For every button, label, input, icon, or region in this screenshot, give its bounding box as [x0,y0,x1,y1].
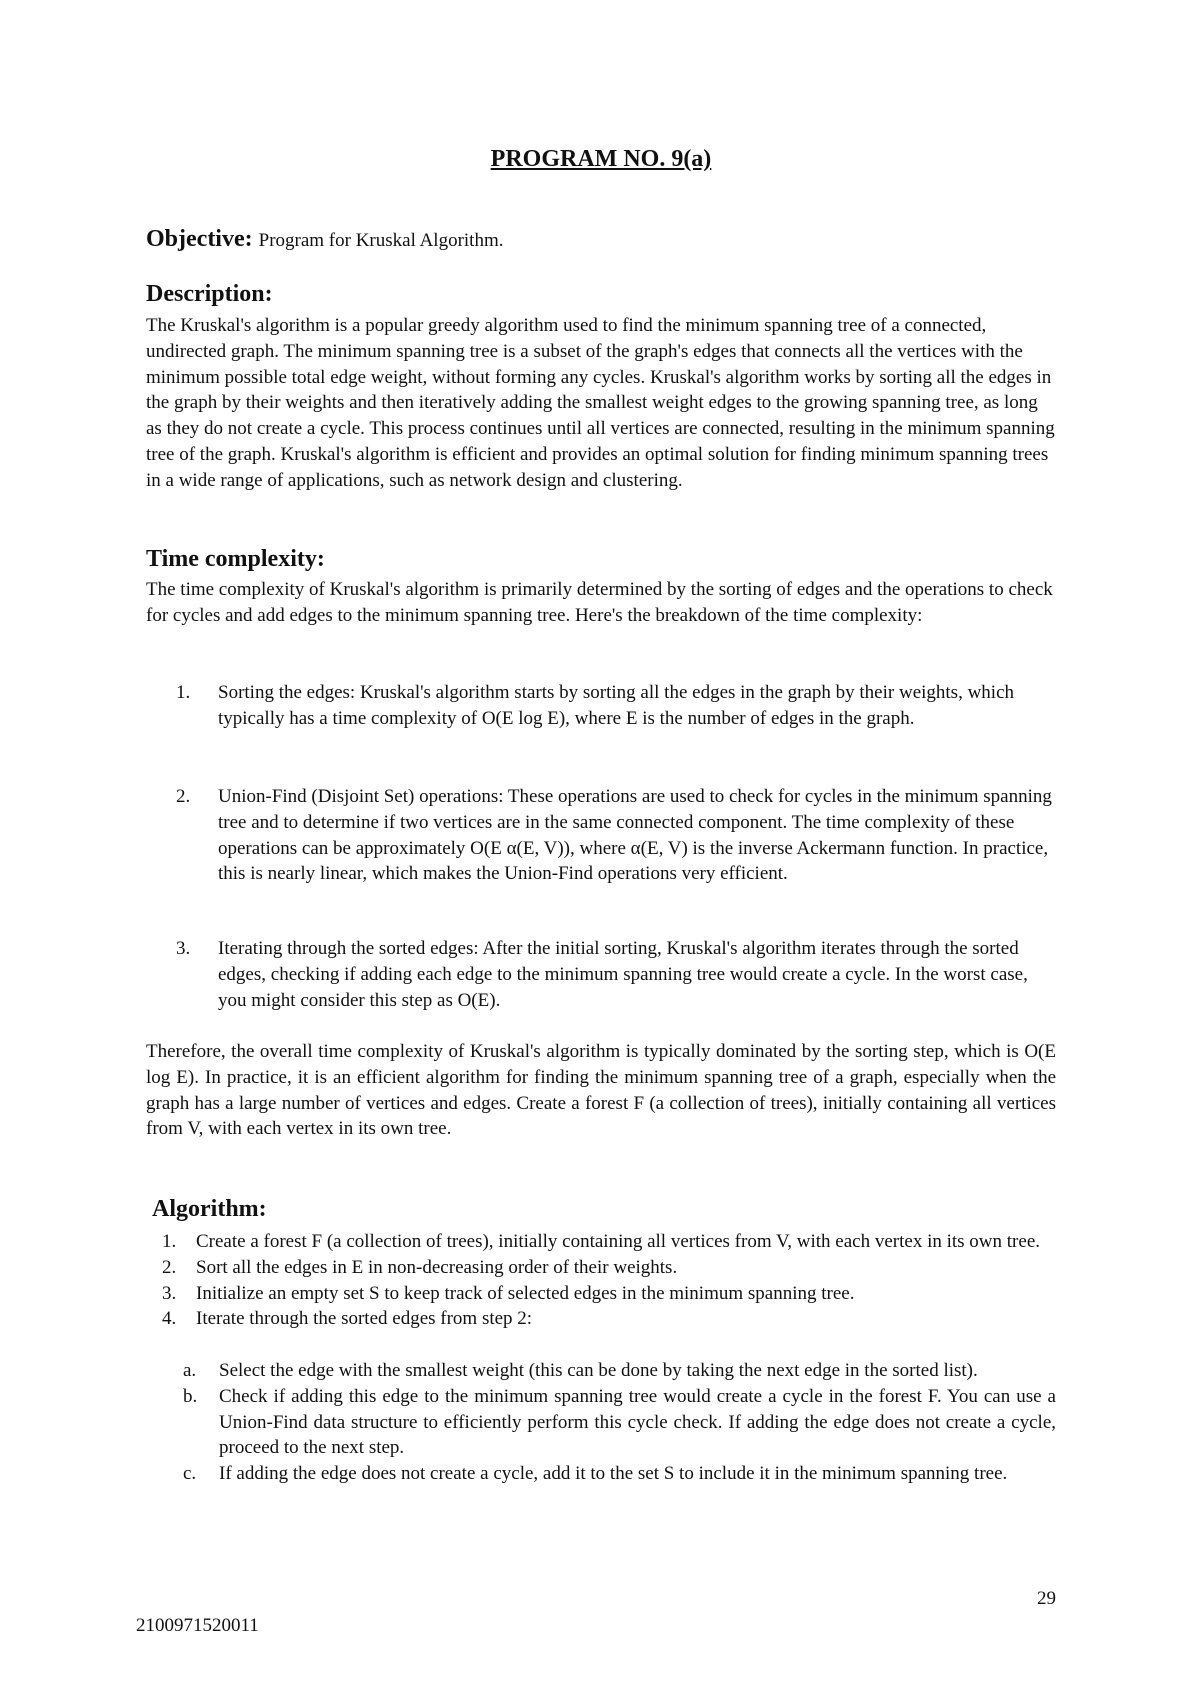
list-marker: 3. [162,1282,177,1304]
list-item-text: Select the edge with the smallest weight (this can be done by taking the next edge in the sorted list). [219,1360,978,1381]
list-item-text: Check if adding this edge to the minimum spanning tree would create a cycle in the forest F. You can use a Union-Find data structure to efficiently perform this cycle check. If adding the edge does not create a cycle, proceed to the next step. [219,1385,1056,1459]
list-marker: 4. [162,1308,177,1330]
roll-number: 2100971520011 [136,1615,259,1636]
list-item [162,1281,1056,1307]
objective-text: Program for Kruskal Algorithm. [258,230,504,251]
list-item [176,936,1056,1013]
page-number: 29 [1037,1588,1056,1609]
list-marker: 2. [176,786,191,807]
time-complexity-summary: Therefore, the overall time complexity of Kruskal's algorithm is typically dominated by the sorting step, which is O(E log E). In practice, it is an efficient algorithm for finding the minimum spanning tree of a graph, especially when the graph has a large number of vertices and edges. Create a forest F (a collection of trees), initially containing all vertices from V, with each vertex in its own tree. [146,1041,1056,1140]
algorithm-steps [162,1229,1056,1332]
list-item-text: Iterate through the sorted edges from step 2: [196,1308,533,1330]
list-item [183,1358,1056,1384]
complexity-list-item-1 [176,680,1056,732]
description-heading: Description: [146,281,273,307]
time-complexity-intro: The time complexity of Kruskal's algorithm is primarily determined by the sorting of edges and the operations to check for cycles and add edges to the minimum spanning tree. Here's the breakdown of the time complexity: [146,579,1053,626]
list-item [176,680,1056,732]
objective-label: Objective: [146,226,253,252]
complexity-list-item-3 [176,936,1056,1013]
list-item [162,1255,1056,1281]
list-item [183,1384,1056,1461]
list-marker: 3. [176,938,191,959]
list-marker: b. [183,1385,198,1407]
list-marker: 2. [162,1256,177,1278]
algorithm-heading: Algorithm: [152,1196,267,1222]
algorithm-substeps [183,1358,1056,1487]
list-item-text: Sort all the edges in E in non-decreasing order of their weights. [196,1256,678,1278]
list-item [183,1461,1056,1487]
description-paragraph: The Kruskal's algorithm is a popular greedy algorithm used to find the minimum spanning tree of a connected, undirected graph. The minimum spanning tree is a subset of the graph's edges that connects all the vertices with the minimum possible total edge weight, without forming any cycles. Kruskal's algorithm works by sorting all the edges in the graph by their weights and then iteratively adding the smallest weight edges to the growing spanning tree, as long as they do not create a cycle. This process continues until all vertices are connected, resulting in the minimum spanning tree of the graph. Kruskal's algorithm is efficient and provides an optimal solution for finding minimum spanning trees in a wide range of applications, such as network design and clustering. [146,315,1055,491]
time-complexity-heading: Time complexity: [146,546,325,572]
list-item [176,784,1056,887]
list-marker: 1. [162,1231,177,1252]
objective-line [146,226,503,253]
list-marker: c. [183,1463,197,1485]
list-marker: 1. [176,682,191,703]
list-item-text: Sorting the edges: Kruskal's algorithm starts by sorting all the edges in the graph by their weights, which typically has a time complexity of O(E log E), where E is the number of edges in the graph. [218,682,1015,729]
page-title: PROGRAM NO. 9(a) [490,146,712,172]
list-item-text: Iterating through the sorted edges: After the initial sorting, Kruskal's algorithm iterates through the sorted edges, checking if adding each edge to the minimum spanning tree would create a cycle. In the worst case, you might consider this step as O(E). [218,938,1028,1011]
list-item [162,1229,1056,1255]
list-item-text: If adding the edge does not create a cycle, add it to the set S to include it in the minimum spanning tree. [219,1463,1008,1485]
list-item-text: Initialize an empty set S to keep track of selected edges in the minimum spanning tree. [196,1282,855,1304]
complexity-list-item-2 [176,784,1056,887]
list-marker: a. [183,1360,197,1381]
list-item-text: Create a forest F (a collection of trees), initially containing all vertices from V, with each vertex in its own tree. [196,1231,1040,1252]
list-item [162,1306,1056,1332]
list-item-text: Union-Find (Disjoint Set) operations: These operations are used to check for cycles in the minimum spanning tree and to determine if two vertices are in the same connected component. The time complexity of these operations can be approximately O(E α(E, V)), where α(E, V) is the inverse Ackermann function. In practice, this is nearly linear, which makes the Union-Find operations very efficient. [218,786,1052,885]
